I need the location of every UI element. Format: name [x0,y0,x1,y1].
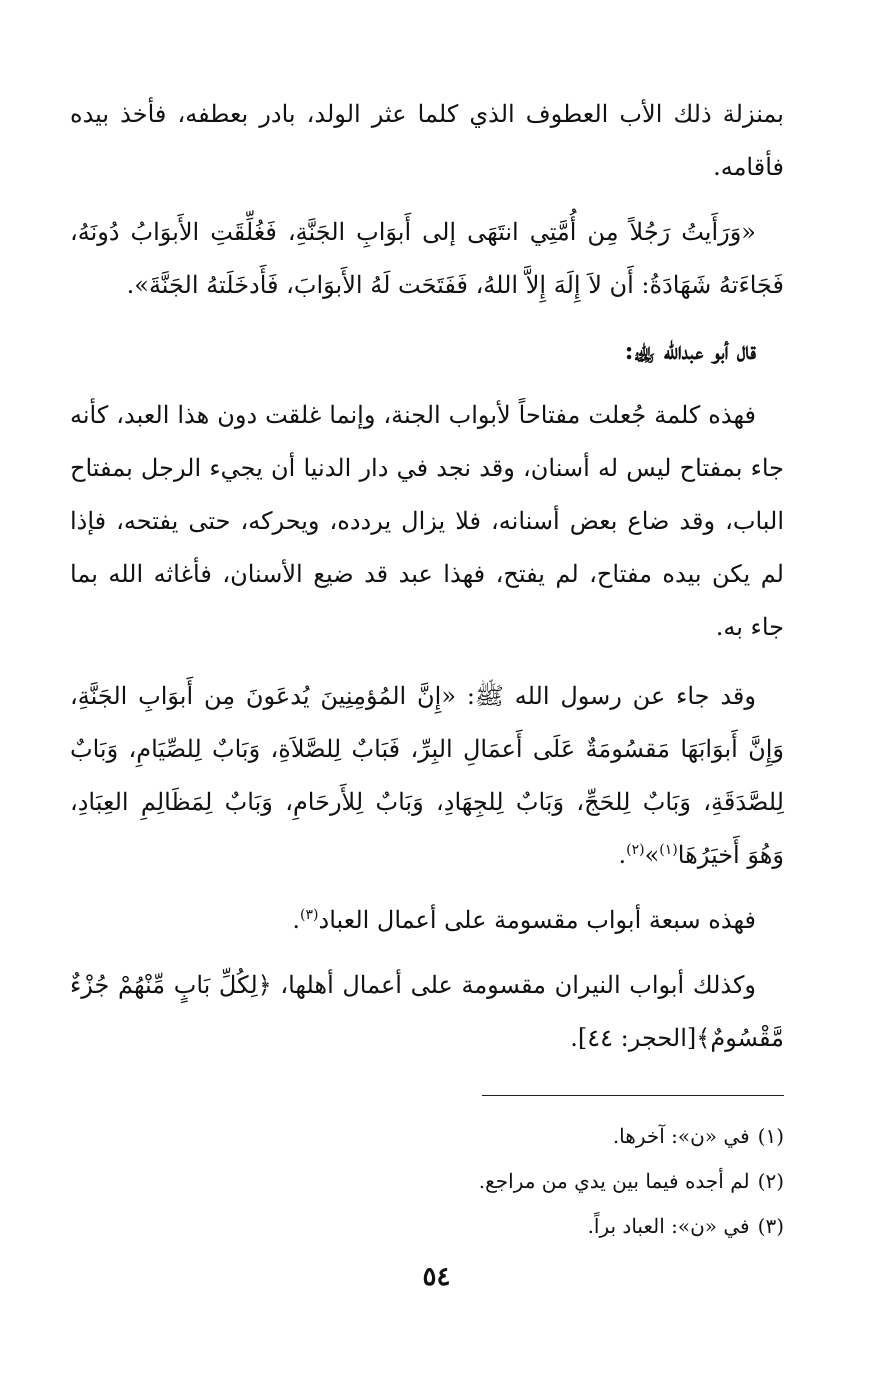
hadith-quote-paragraph: «وَرَأَيتُ رَجُلاً مِن أُمَّتِي انتَهَى إلى أَبوَابِ الجَنَّةِ، فَغُلِّقَتِ الأَبوَابُ دُونَهُ، فَجَاءَتهُ شَهَادَةُ: أَن لاَ إِلَهَ إِلاَّ اللهُ، فَفَتَحَت لَهُ الأَبوَابَ، فَأَدخَلَتهُ الجَنَّةَ». [70,218,784,299]
sentence-end-mark: . [292,906,301,934]
paragraph-key-explanation: فهذه كلمة جُعلت مفتاحاً لأبواب الجنة، وإنما غلقت دون هذا العبد، كأنه جاء بمفتاح ليس له أسنان، وقد نجد في دار الدنيا أن يجيء الرجل بمفتاح الباب، وقد ضاع بعض أسنانه، فلا يزال يردده، ويحركه، حتى يفتحه، فإذا لم يكن بيده مفتاح، لم يفتح، فهذا عبد قد ضيع الأسنان، فأغاثه الله بما جاء به. [70,401,785,641]
paragraph-hadith-gates [70,670,784,882]
paragraph-seven-gates-text: فهذه سبعة أبواب مقسومة على أعمال العباد [318,906,756,934]
footnote-text: لم أجده فيما بين يدي من مراجع. [478,1169,750,1193]
footnote-number: (٢) [757,1169,784,1193]
paragraph-1: بمنزلة ذلك الأب العطوف الذي كلما عثر الولد، بادر بعطفه، فأخذ بيده فأقامه. [70,100,784,181]
footnote-item [70,1114,784,1159]
page-body [70,88,784,1249]
page-number: ٥٤ [422,1262,451,1292]
sentence-end-mark: . [618,841,627,869]
footnote-divider [482,1095,784,1096]
paragraph-seven-gates [70,894,784,947]
paragraph-fire-gates: وكذلك أبواب النيران مقسومة على أعمال أهلها، ﴿لِكُلِّ بَابٍ مِّنْهُمْ جُزْءٌ مَّقْسُومٌ﴾[الحجر: ٤٤]. [70,971,784,1052]
quote-close-mark: » [644,841,660,869]
footnote-number: (٣) [757,1214,784,1238]
footnote-text: في «ن»: العباد براً. [587,1214,750,1238]
footnote-number: (١) [757,1124,784,1148]
footnote-text: في «ن»: آخرها. [612,1124,750,1148]
paragraph-hadith-text: وقد جاء عن رسول الله ﷺ: «إِنَّ المُؤمِنِينَ يُدعَونَ مِن أَبوَابِ الجَنَّةِ، وَإِنَّ أَبوَابَهَا مَقسُومَةٌ عَلَى أَعمَالِ البِرِّ، فَبَابٌ لِلصَّلاَةِ، وَبَابٌ لِلصِّيَامِ، وَبَابٌ لِلصَّدَقَةِ، وَبَابٌ لِلحَجِّ، وَبَابٌ لِلجِهَادِ، وَبَابٌ لِلأَرحَامِ، وَبَابٌ لِمَظَالِمِ العِبَادِ، وَهُوَ أَخيَرُهَا [70,682,784,869]
footnote-item [70,1159,784,1204]
section-heading: قال أبو عبدالله ﵀: [624,336,756,365]
footnote-ref-3: (٣) [300,907,319,923]
footnotes-section [70,1114,784,1249]
footnote-ref-2: (٢) [626,842,645,858]
footnote-item [70,1204,784,1249]
footnote-ref-1: (١) [659,842,678,858]
